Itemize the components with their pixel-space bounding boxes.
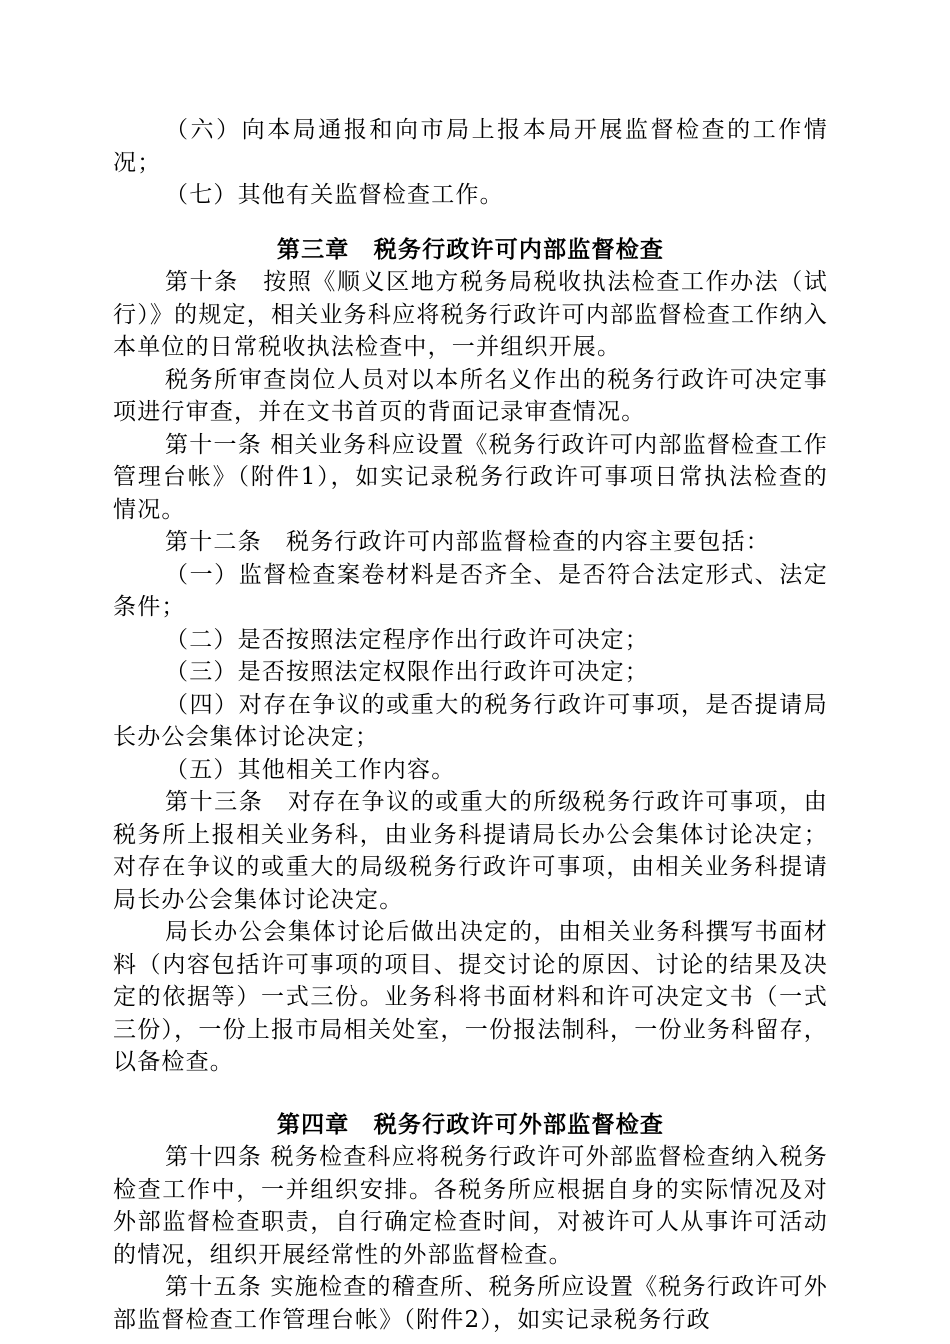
article-12-item-2: （二）是否按照法定程序作出行政许可决定；	[165, 626, 649, 653]
chapter-4-title: 第四章 税务行政许可外部监督检查	[276, 1110, 665, 1138]
article-12-item-4: （四）对存在争议的或重大的税务行政许可事项，是否提请局长办公会集体讨论决定；	[113, 691, 828, 750]
spacer	[113, 1079, 828, 1109]
article-12: 第十二条 税务行政许可内部监督检查的内容主要包括：	[165, 529, 770, 555]
article-15: 第十五条 实施检查的稽查所、税务所应设置《税务行政许可外部监督检查工作管理台帐》（附件2），如实记录税务行政	[113, 1274, 828, 1333]
article-12-item-3: （三）是否按照法定权限作出行政许可决定；	[165, 659, 649, 685]
article-10-para-2: 税务所审查岗位人员对以本所名义作出的税务行政许可决定事项进行审查，并在文书首页的背面记录审查情况。	[113, 366, 828, 425]
paragraph-item-7: （七）其他有关监督检查工作。	[165, 182, 504, 208]
document-page	[113, 114, 828, 1336]
article-14: 第十四条 税务检查科应将税务行政许可外部监督检查纳入税务检查工作中，一并组织安排。各税务所应根据自身的实际情况及对外部监督检查职责，自行确定检查时间，对被许可人从事许可活动的情况，组织开展经常性的外部监督检查。	[113, 1144, 828, 1268]
article-12-item-1: （一）监督检查案卷材料是否齐全、是否符合法定形式、法定条件；	[113, 561, 828, 620]
chapter-3-title: 第三章 税务行政许可内部监督检查	[276, 235, 665, 263]
spacer	[113, 212, 828, 234]
article-11: 第十一条 相关业务科应设置《税务行政许可内部监督检查工作管理台帐》（附件1），如实记录税务行政许可事项日常执法检查的情况。	[113, 431, 828, 523]
article-13: 第十三条 对存在争议的或重大的所级税务行政许可事项，由税务所上报相关业务科，由业务科提请局长办公会集体讨论决定；对存在争议的或重大的局级税务行政许可事项，由相关业务科提请局长办公会集体讨论决定。	[113, 789, 828, 913]
article-13-para-2: 局长办公会集体讨论后做出决定的，由相关业务科撰写书面材料（内容包括许可事项的项目、提交讨论的原因、讨论的结果及决定的依据等）一式三份。业务科将书面材料和许可决定文书（一式三份），一份上报市局相关处室，一份报法制科，一份业务科留存，以备检查。	[113, 919, 828, 1075]
article-12-item-5: （五）其他相关工作内容。	[165, 756, 456, 783]
article-10: 第十条 按照《顺义区地方税务局税收执法检查工作办法（试行）》的规定，相关业务科应将税务行政许可内部监督检查工作纳入本单位的日常税收执法检查中，一并组织开展。	[113, 269, 828, 360]
paragraph-item-6: （六）向本局通报和向市局上报本局开展监督检查的工作情况；	[113, 117, 828, 176]
